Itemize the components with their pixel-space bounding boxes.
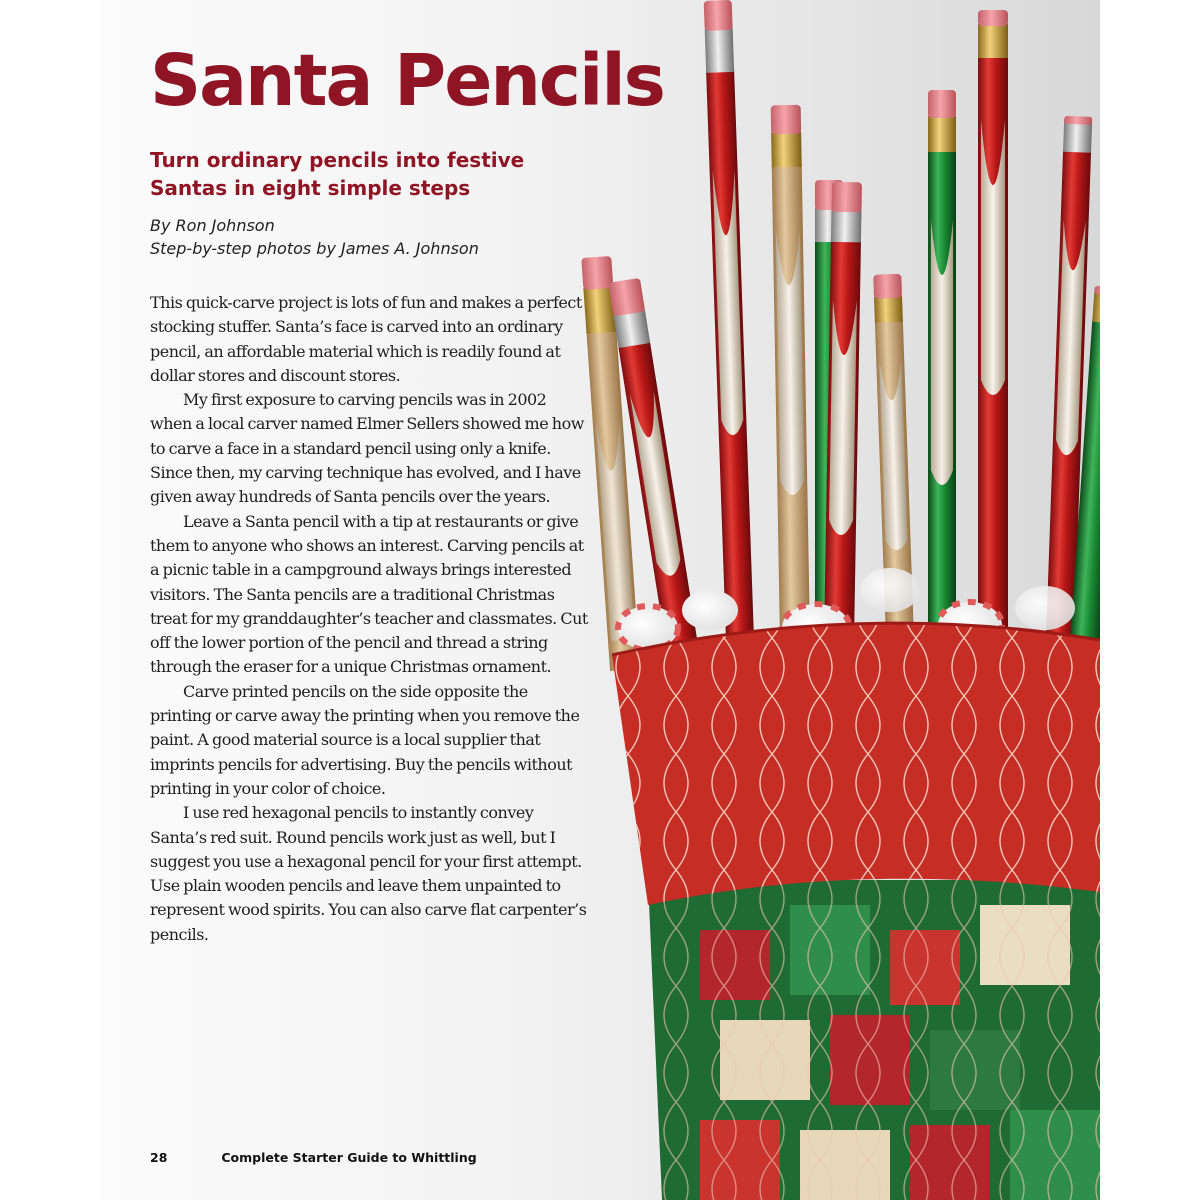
subtitle-line: Santas in eight simple steps: [150, 176, 471, 200]
page-number: 28: [150, 1150, 168, 1165]
page-footer: [150, 1150, 477, 1165]
article-title: Santa Pencils: [150, 39, 664, 122]
body-paragraph: I use red hexagonal pencils to instantly convey Santa’s red suit. Round pencils work just as well, but I suggest you use a hexagonal pencil for your first attempt. Use plain wooden pencils and leave them unpainted to represent wood spirits. You can also carve flat carpenter’s pencils.: [150, 803, 587, 944]
article-subtitle: [150, 146, 590, 202]
magazine-page: [100, 0, 1100, 1200]
stocking: [612, 623, 1100, 1200]
pencil: [704, 0, 755, 670]
body-paragraph: My first exposure to carving pencils was in 2002 when a local carver named Elmer Sellers showed me how to carve a face in a standard pencil using only a knife. Since then, my carving technique has evolved, and I have given away hundreds of Santa pencils over the years.: [150, 390, 584, 507]
body-paragraph: Carve printed pencils on the side opposite the printing or carve away the printing when you remove the paint. A good material source is a local supplier that imprints pencils for advertising. Buy the pencils without printing in your color of choice.: [150, 681, 580, 798]
body-paragraph: Leave a Santa pencil with a tip at restaurants or give them to anyone who shows an interest. Carving pencils at a picnic table in a campground always brings interested visitors. The Santa pencils are a traditional Christmas treat for my granddaughter’s teacher and classmates. Cut off the lower portion of the pencil and thread a string through the eraser for a unique Christmas ornament.: [150, 511, 588, 677]
pencil: [978, 10, 1008, 670]
pencil: [928, 90, 956, 670]
subtitle-line: Turn ordinary pencils into festive: [150, 148, 525, 172]
book-title: Complete Starter Guide to Whittling: [221, 1150, 477, 1165]
byline: [150, 214, 590, 260]
photo-credit: Step-by-step photos by James A. Johnson: [150, 239, 479, 258]
author-credit: By Ron Johnson: [150, 216, 275, 235]
body-paragraph: This quick-carve project is lots of fun and makes a perfect stocking stuffer. Santa’s face is carved into an ordinary pencil, an affordable material which is readily found at dollar stores and discount stores.: [150, 293, 582, 385]
article-body: [150, 291, 590, 947]
pencil: [771, 105, 811, 665]
